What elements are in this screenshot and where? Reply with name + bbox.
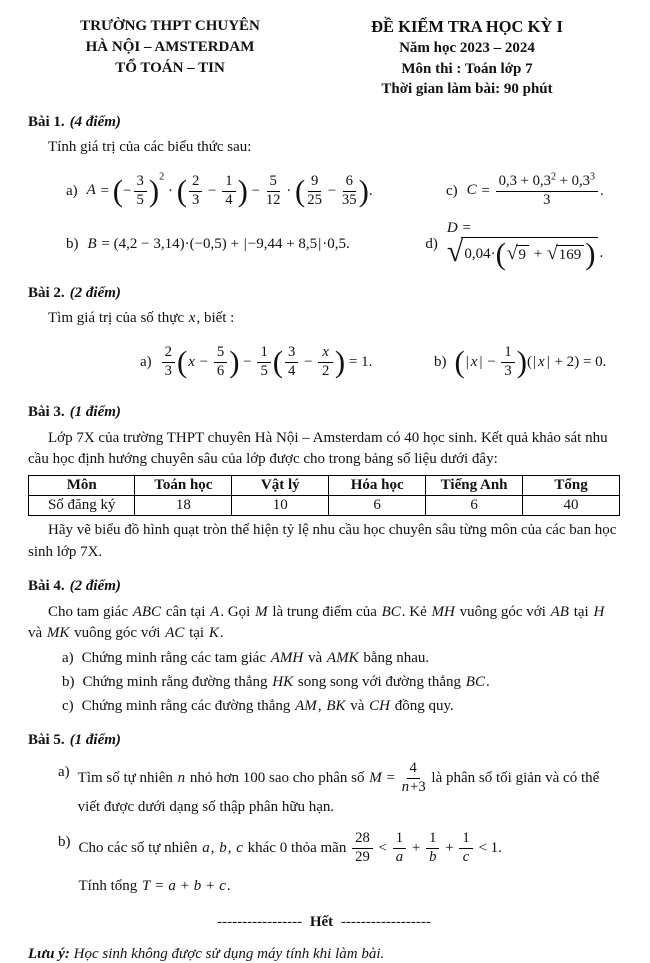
formula-1c bbox=[446, 171, 604, 209]
problem-1-intro: Tính giá trị của các biểu thức sau: bbox=[48, 139, 252, 156]
item-label: a) bbox=[62, 649, 74, 666]
item-text: Cho các số tự nhiên a, b, c khác 0 thỏa mãn $\frac{28}{29}$ < $\frac{1}{a}$ + $\frac{1}{b}$ + $\frac{1}{c}$ < 1. bbox=[78, 830, 502, 866]
problem-4-item-c bbox=[62, 696, 620, 717]
item-label: c) bbox=[446, 182, 458, 199]
item-text-line2: Tính tổng T = a + b + c. bbox=[78, 878, 231, 895]
table-cell: 6 bbox=[329, 496, 426, 516]
item-text: Chứng minh rằng đường thẳng HK song song với đường thẳng BC. bbox=[82, 673, 490, 690]
dash-right: ------------------ bbox=[340, 914, 431, 931]
problem-4-item-a bbox=[62, 648, 620, 669]
table-header-cell: Môn bbox=[29, 476, 135, 496]
problem-3-paragraph: Lớp 7X của trường THPT chuyên Hà Nội – Amsterdam có 40 học sinh. Kết quả khảo sát nhu cầu học định hướng chuyên sâu của lớp được cho trong bảng số liệu dưới đây: bbox=[28, 429, 608, 468]
school-line2: HÀ NỘI – AMSTERDAM bbox=[85, 39, 255, 55]
formula-2a bbox=[140, 345, 432, 380]
formula-1b bbox=[66, 236, 401, 253]
math-expression: B = (4,2 − 3,14)·(−0,5) + |−9,44 + 8,5|·0,5. bbox=[87, 236, 350, 253]
item-label: a) bbox=[66, 182, 78, 199]
formula-2b bbox=[434, 345, 606, 380]
item-label: d) bbox=[425, 236, 438, 253]
note-text bbox=[74, 946, 385, 962]
problem-4-heading bbox=[28, 578, 620, 595]
exam-year: Năm học 2023 – 2024 bbox=[399, 40, 535, 57]
math-expression: A = ( − $\frac{3}{5}$ ) $^2$ · ( $\frac{2}{3}$ − $\frac{1}{4}$ ) − $\frac{5}{12}$ · ( $\frac{9}{25}$ − $\frac{6}{35}$ ) . bbox=[86, 171, 373, 208]
table-header-cell: Tiếng Anh bbox=[426, 476, 523, 496]
item-label: b) bbox=[62, 673, 75, 690]
problem-4-paragraph: Cho tam giác ABC cân tại A. Gọi M là trung điểm của BC. Kẻ MH vuông góc với AB tại H và MK vuông góc với AC tại K. bbox=[28, 603, 605, 642]
dash-left: ----------------- bbox=[217, 914, 303, 931]
problem-3-heading bbox=[28, 404, 620, 421]
end-divider bbox=[28, 914, 620, 931]
problem-3-points: (1 điểm) bbox=[69, 403, 121, 420]
problem-3-label: Bài 3. bbox=[28, 403, 65, 420]
problem-5-label: Bài 5. bbox=[28, 732, 65, 749]
table-header-cell: Hóa học bbox=[329, 476, 426, 496]
note-text-content: Học sinh không được sử dụng máy tính khi làm bài. bbox=[73, 946, 385, 963]
table-header-cell: Vật lý bbox=[232, 476, 329, 496]
item-text: Tìm số tự nhiên n nhỏ hơn 100 sao cho phân số M = $\frac{4}{n+3}$ là phân số tối giản và có thể viết được dưới dạng số thập phân hữu hạn. bbox=[77, 760, 600, 816]
school-block bbox=[28, 16, 312, 99]
item-label: b) bbox=[58, 834, 71, 851]
formula-row bbox=[28, 337, 620, 389]
math-expression: $\frac{2}{3}$ ( x − $\frac{5}{6}$ ) − $\frac{1}{5}$ ( $\frac{3}{4}$ − $\frac{x}{2}$ ) = 1. bbox=[160, 345, 373, 380]
item-text: Chứng minh rằng các đường thẳng AM, BK và CH đồng quy. bbox=[81, 698, 454, 715]
problem-5-heading bbox=[28, 732, 620, 749]
table-row-label: Số đăng ký bbox=[29, 496, 135, 516]
math-expression: C = $\frac{0,3 + 0,3^2 + 0,3^3}{3}$ . bbox=[466, 171, 604, 208]
exam-duration: Thời gian làm bài: 90 phút bbox=[381, 80, 553, 97]
problem-5-item-b bbox=[58, 831, 620, 898]
table-cell: 10 bbox=[232, 496, 329, 516]
formula-1d bbox=[425, 220, 620, 270]
math-expression: ( | x | − $\frac{1}{3}$ ) (| x | + 2) = 0. bbox=[454, 344, 607, 380]
problem-2-intro: Tìm giá trị của số thực x, biết : bbox=[48, 309, 235, 326]
table-header-cell: Tổng bbox=[523, 476, 620, 496]
table-header-row bbox=[29, 476, 620, 496]
note-label: Lưu ý: bbox=[28, 946, 70, 963]
formula-row bbox=[28, 164, 620, 218]
problem-1-heading bbox=[28, 114, 620, 131]
formula-row bbox=[28, 220, 620, 270]
school-line1: TRƯỜNG THPT CHUYÊN bbox=[80, 18, 260, 34]
problem-3 bbox=[28, 404, 620, 563]
table-cell: 18 bbox=[135, 496, 232, 516]
problem-3-task: Hãy vẽ biểu đồ hình quạt tròn thể hiện tỷ lệ nhu cầu học chuyên sâu từng môn của các ban học sinh lớp 7X. bbox=[28, 522, 617, 560]
formula-1a bbox=[66, 171, 422, 209]
problem-4-label: Bài 4. bbox=[28, 577, 65, 594]
exam-subject: Môn thi : Toán lớp 7 bbox=[401, 60, 533, 77]
item-label: a) bbox=[58, 764, 70, 781]
problem-2-heading bbox=[28, 285, 620, 302]
problem-5-points: (1 điểm) bbox=[69, 732, 121, 749]
item-label: b) bbox=[66, 236, 79, 253]
item-label: a) bbox=[140, 354, 152, 371]
problem-1-points: (4 điểm) bbox=[69, 114, 121, 131]
problem-1-label: Bài 1. bbox=[28, 114, 65, 131]
problem-4 bbox=[28, 578, 620, 717]
item-text-wrap bbox=[79, 831, 621, 898]
table-cell: 40 bbox=[523, 496, 620, 516]
exam-note bbox=[28, 946, 620, 963]
problem-4-points: (2 điểm) bbox=[69, 577, 121, 594]
end-label: Hết bbox=[309, 914, 334, 931]
table-cell: 6 bbox=[426, 496, 523, 516]
table-header-cell: Toán học bbox=[135, 476, 232, 496]
exam-title: ĐỀ KIỂM TRA HỌC KỲ I bbox=[371, 17, 563, 36]
header bbox=[28, 16, 620, 99]
item-label: b) bbox=[434, 354, 447, 371]
item-text: Chứng minh rằng các tam giác AMH và AMK bằng nhau. bbox=[81, 649, 430, 666]
problem-5 bbox=[28, 732, 620, 898]
table-data-row bbox=[29, 496, 620, 516]
exam-block bbox=[314, 16, 620, 99]
problem-5-item-a bbox=[58, 761, 620, 819]
problem-4-items bbox=[62, 648, 620, 718]
survey-table bbox=[28, 475, 620, 516]
problem-2-points: (2 điểm) bbox=[69, 284, 121, 301]
problem-4-item-b bbox=[62, 672, 620, 693]
math-expression: D = √ 0,04· ( √ 9 + √ 169 ) . bbox=[446, 220, 604, 272]
problem-1 bbox=[28, 114, 620, 270]
school-line3: TỔ TOÁN – TIN bbox=[115, 60, 225, 76]
problem-2-label: Bài 2. bbox=[28, 284, 65, 301]
problem-2 bbox=[28, 285, 620, 389]
item-label: c) bbox=[62, 698, 74, 715]
